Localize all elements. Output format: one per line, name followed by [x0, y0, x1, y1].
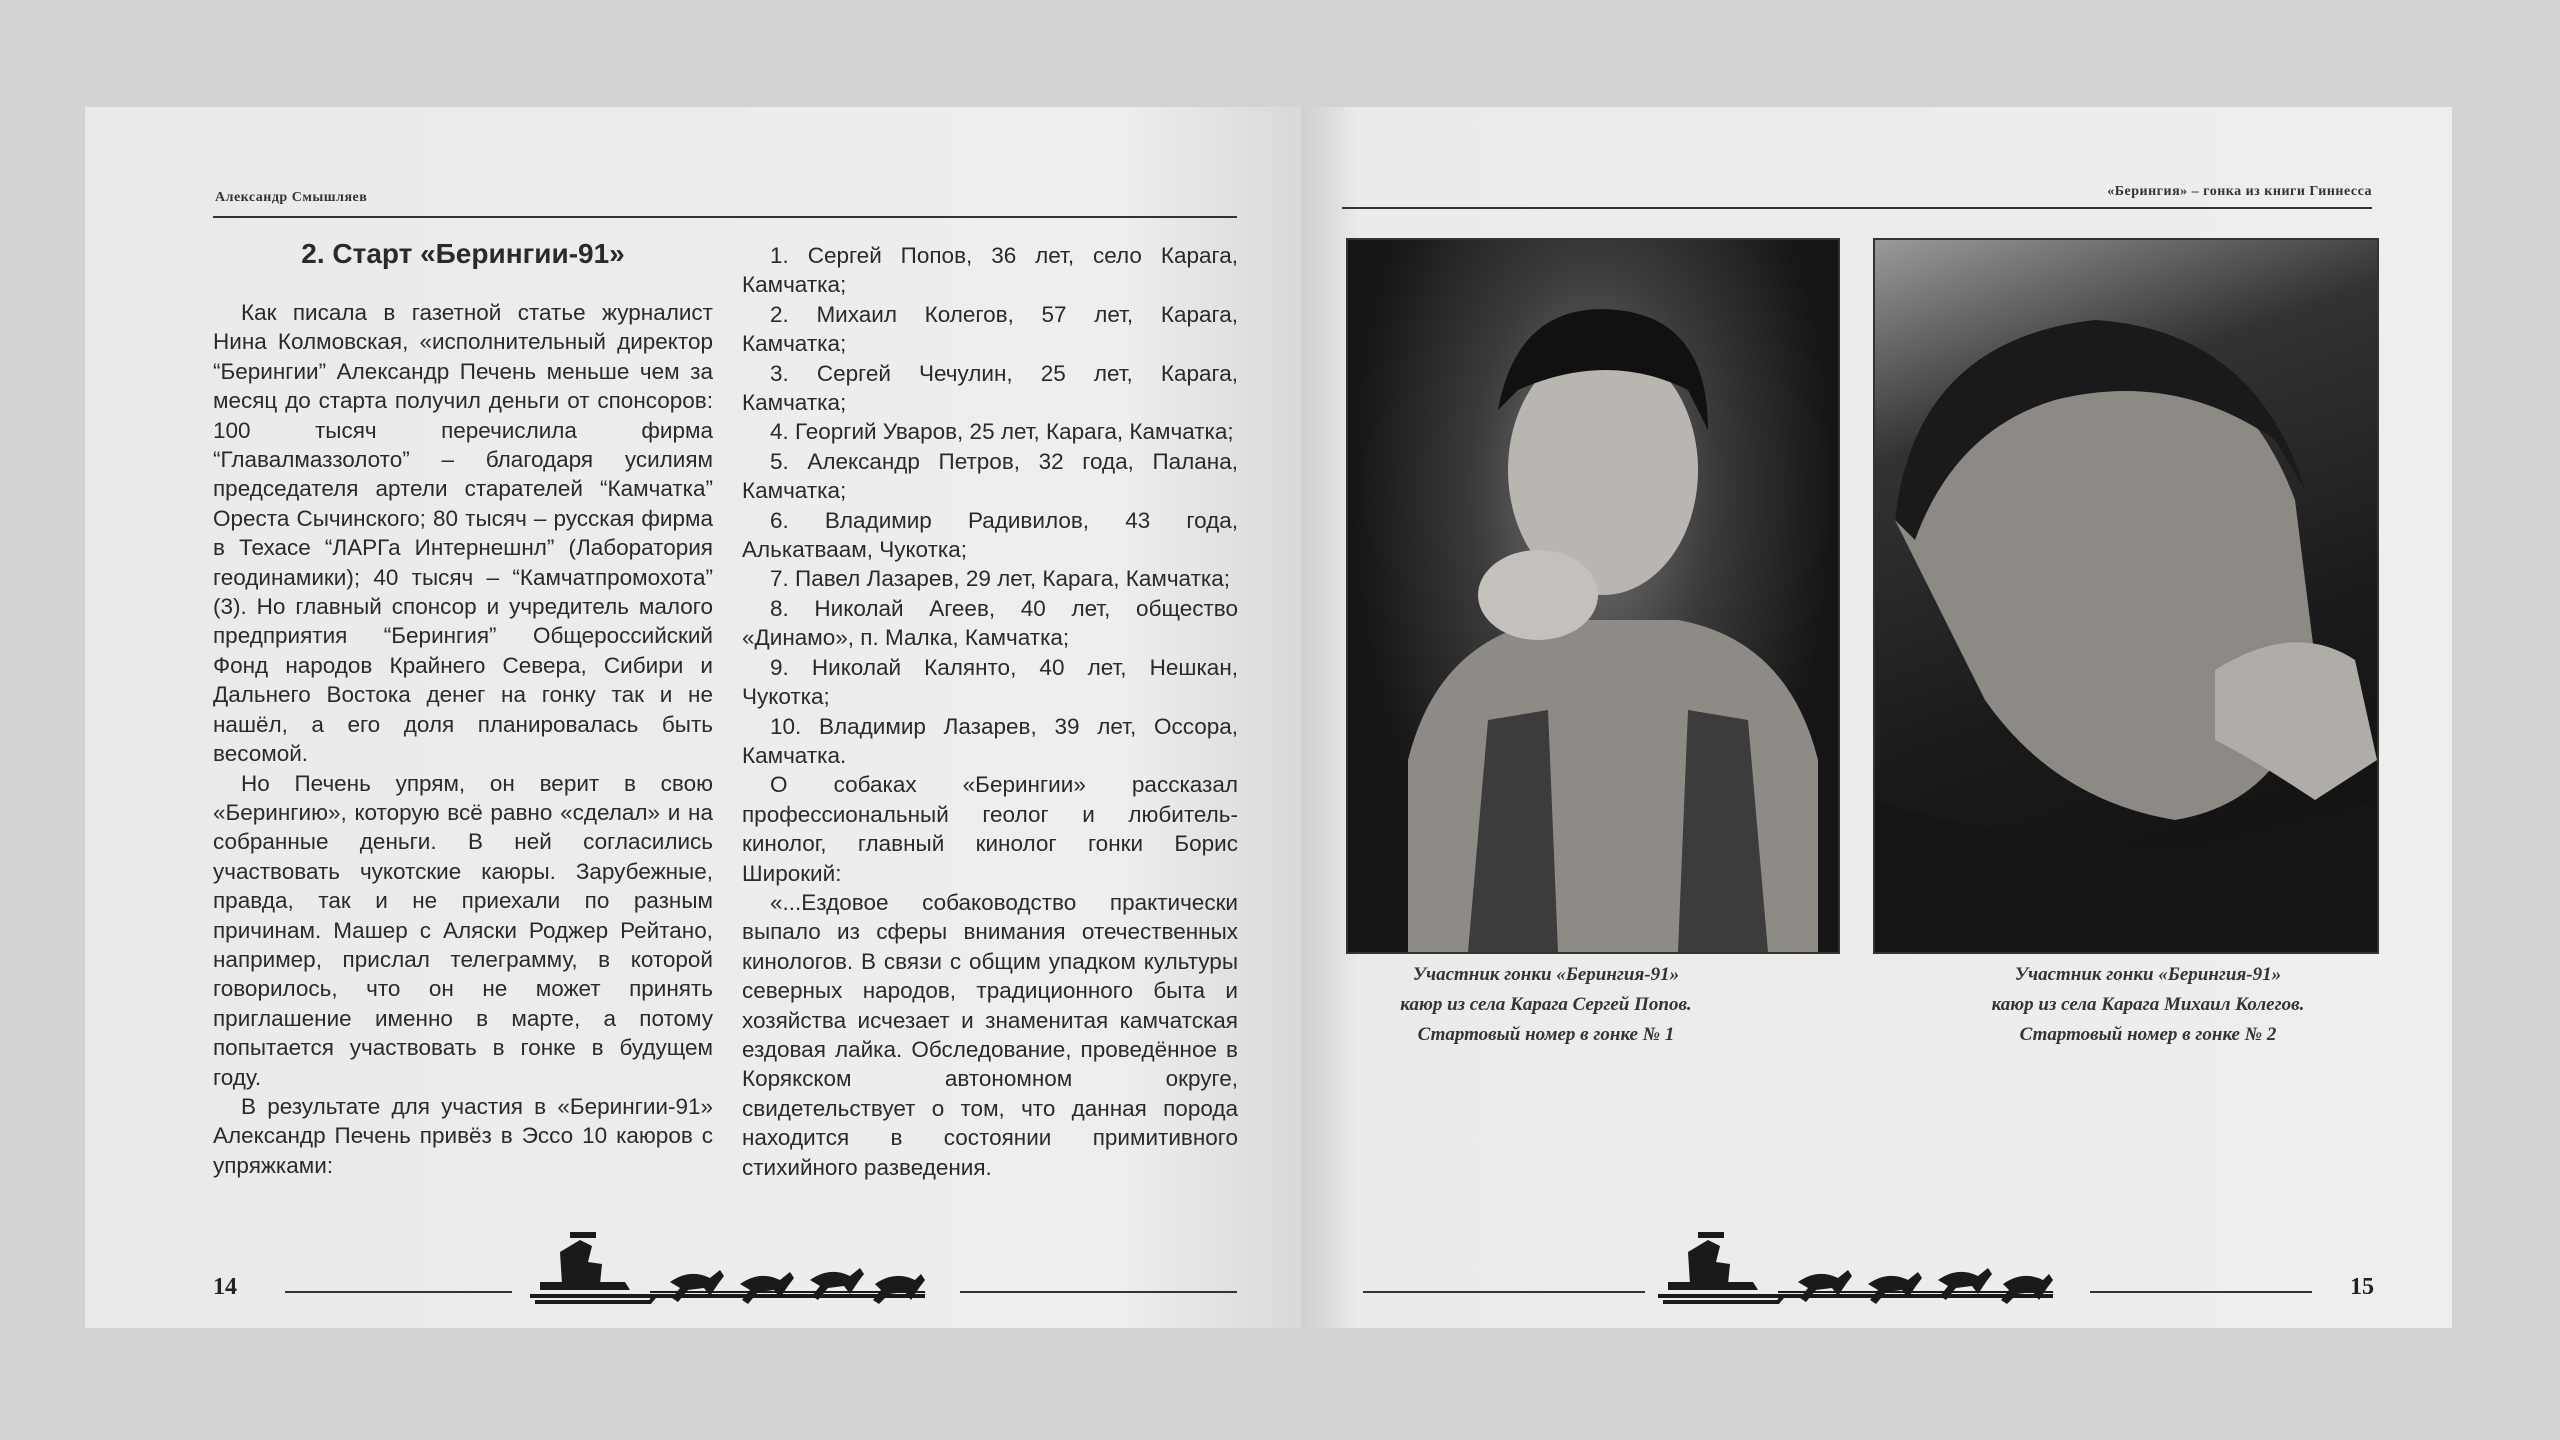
chapter-title: 2. Старт «Берингии-91» [301, 238, 625, 269]
caption-line: каюр из села Карага Сергей Попов. [1400, 994, 1692, 1015]
musher-list-item: 6. Владимир Радивилов, 43 года, Алькатваам, Чукотка; [742, 507, 1238, 563]
right-column [742, 241, 1238, 1182]
musher-list-item: 1. Сергей Попов, 36 лет, село Карага, Камчатка; [742, 243, 1238, 298]
musher-list-item: 10. Владимир Лазарев, 39 лет, Оссора, Камчатка. [742, 713, 1238, 768]
musher-list-item: 3. Сергей Чечулин, 25 лет, Карага, Камчатка; [742, 360, 1238, 416]
caption-line: Участник гонки «Берингия-91» [1412, 964, 1680, 985]
caption-line: Стартовый номер в гонке № 1 [1417, 1024, 1675, 1045]
footer-rule [1363, 1291, 1645, 1293]
photo-mikhail-kolegov [1873, 238, 2379, 954]
footer-rule [2090, 1291, 2312, 1293]
footer-rule [285, 1291, 512, 1293]
musher-list-item: 5. Александр Петров, 32 года, Палана, Камчатка; [742, 448, 1238, 504]
header-rule [213, 216, 1237, 218]
page-number-left: 14 [213, 1274, 237, 1300]
running-head-left: Александр Смышляев [215, 190, 368, 205]
header-rule [1342, 207, 2372, 209]
musher-list-item: 7. Павел Лазарев, 29 лет, Карага, Камчатка; [770, 566, 1230, 592]
paragraph: Как писала в газетной статье журналист Нина Колмовская, «исполнительный директор “Берингии” Александр Печень меньше чем за месяц до старта получил деньги от спонсоров: 100 тысяч перечислила фирма “Главалмаззолото” – благодаря усилиям председателя артели старателей “Камчатка” Ореста Сычинского; 80 тысяч – русская фирма в Техасе “ЛАРГа Интернешнл” (Лаборатория геодинамики); 40 тысяч – “Камчатпромохота” (3). Но главный спонсор и учредитель малого предприятия “Берингия” Общероссийский Фонд народов Крайнего Севера, Сибири и Дальнего Востока денег на гонку так и не нашёл, а его доля планировалась быть весомой. [213, 300, 713, 767]
footer-rule [960, 1291, 1237, 1293]
musher-list-item: 4. Георгий Уваров, 25 лет, Карага, Камчатка; [770, 419, 1234, 445]
musher-list-item: 2. Михаил Колегов, 57 лет, Карага, Камчатка; [742, 301, 1238, 357]
caption-line: Стартовый номер в гонке № 2 [2019, 1024, 2277, 1045]
paragraph: О собаках «Берингии» рассказал профессиональный геолог и любитель-кинолог, главный кинолог гонки Борис Широкий: [742, 772, 1238, 886]
caption-line: каюр из села Карага Михаил Колегов. [1991, 994, 2305, 1015]
musher-list-item: 9. Николай Калянто, 40 лет, Нешкан, Чукотка; [742, 654, 1238, 710]
photo-sergey-popov [1346, 238, 1840, 954]
musher-list-item: 8. Николай Агеев, 40 лет, общество «Динамо», п. Малка, Камчатка; [742, 595, 1238, 651]
photo-caption-2 [1888, 960, 2408, 1050]
paragraph: «...Ездовое собаководство практически выпало из сферы внимания отечественных кинологов. В связи с общим упадком культуры северных народов, традиционного быта и хозяйства исчезает и знаменитая камчатская ездовая лайка. Обследование, проведённое в Корякском автономном округе, свидетельствует о том, что данная порода находится в состоянии примитивного стихийного разведения. [742, 889, 1238, 1180]
photo-caption-1 [1286, 960, 1806, 1050]
paragraph: Но Печень упрям, он верит в свою «Берингию», которую всё равно «сделал» и на собранные деньги. В ней согласились участвовать чукотские каюры. Зарубежные, правда, так и не приехали по разным причинам. Машер с Аляски Роджер Рейтано, например, прислал телеграмму, в которой говорилось, что он не может принять приглашение именно в марте, а потому попытается участвовать в гонке в будущем году. [213, 770, 713, 1090]
running-head-right: «Берингия» – гонка из книги Гиннесса [2107, 184, 2372, 199]
caption-line: Участник гонки «Берингия-91» [2014, 964, 2282, 985]
paragraph: В результате для участия в «Берингии-91» Александр Печень привёз в Эссо 10 каюров с упряжками: [213, 1093, 713, 1178]
portrait-image [1348, 240, 1838, 952]
dog-sled-ornament-icon [530, 1232, 930, 1312]
left-column [213, 298, 713, 1180]
dog-sled-ornament-icon [1658, 1232, 2058, 1312]
page-number-right: 15 [2350, 1274, 2374, 1300]
portrait-image [1875, 240, 2377, 952]
